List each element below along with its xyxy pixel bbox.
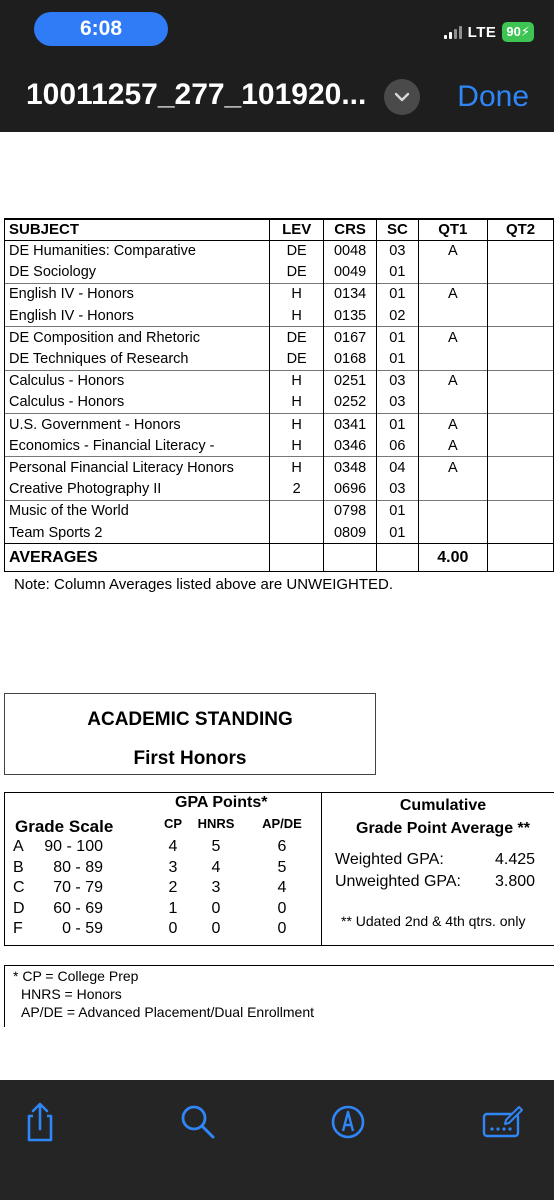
cell-crs: 0134 <box>324 283 377 305</box>
cell-qt2 <box>488 392 554 414</box>
cell-qt1 <box>418 500 488 522</box>
cell-qt2 <box>488 370 554 392</box>
cell-qt2 <box>488 414 554 436</box>
legend-box <box>4 965 554 1027</box>
cumulative-title-line1: Cumulative <box>399 797 487 814</box>
document-title[interactable]: 10011257_277_101920... <box>26 78 367 111</box>
grade-scale-title: Grade Scale <box>15 817 114 836</box>
status-indicators <box>444 20 534 44</box>
title-menu-button[interactable] <box>384 79 420 115</box>
gpa-apde: 0 <box>277 899 287 917</box>
network-type: LTE <box>467 23 497 41</box>
gpa-hnrs: 0 <box>211 899 221 917</box>
cell-crs: 0809 <box>324 522 377 544</box>
standing-value: First Honors <box>133 748 247 769</box>
grade-letter: F <box>13 920 23 937</box>
cell-qt1: A <box>418 327 488 349</box>
search-icon <box>176 1100 220 1144</box>
gpa-points-row <box>158 878 320 899</box>
gpa-hnrs: 4 <box>211 858 221 876</box>
grade-range: 70 - 79 <box>53 879 103 896</box>
gpa-hnrs: 5 <box>211 838 221 855</box>
grade-scale-row <box>13 899 103 920</box>
cut-off-text <box>14 132 254 138</box>
cell-sc: 03 <box>377 392 418 414</box>
gpa-points-row <box>158 858 320 879</box>
markup-icon <box>326 1100 370 1144</box>
cell-subject: DE Humanities: Comparative <box>5 240 270 262</box>
gpa-points-row <box>158 919 320 940</box>
cell-sc: 01 <box>377 414 418 436</box>
cell-qt2 <box>488 240 554 262</box>
done-button[interactable]: Done <box>457 80 529 113</box>
signal-icon <box>444 25 462 39</box>
cumulative-title-line2: Grade Point Average ** <box>356 820 530 837</box>
cell-crs: 0798 <box>324 500 377 522</box>
share-icon <box>18 1100 62 1144</box>
cell-qt1 <box>418 479 488 501</box>
cell-subject: U.S. Government - Honors <box>5 414 270 436</box>
cell-qt2 <box>488 479 554 501</box>
gpa-header-apde: AP/DE <box>262 816 302 831</box>
cell-sc: 01 <box>377 500 418 522</box>
legend-line-cp: * CP = College Prep <box>13 968 139 984</box>
cell-qt1 <box>418 348 488 370</box>
cell-subject: Personal Financial Literacy Honors <box>5 457 270 479</box>
grade-range: 0 - 59 <box>62 920 103 937</box>
chevron-down-icon <box>394 91 410 103</box>
weighted-gpa-value: 4.425 <box>495 851 536 868</box>
gpa-hnrs: 0 <box>211 920 221 937</box>
academic-standing-box <box>4 693 376 775</box>
cell-sc: 01 <box>377 348 418 370</box>
grade-scale-row <box>13 837 103 858</box>
cell-lev: DE <box>270 348 324 370</box>
gpa-points-row <box>158 899 320 920</box>
grades-body <box>5 240 554 544</box>
gpa-cp: 3 <box>168 858 178 876</box>
cell-sc: 03 <box>377 370 418 392</box>
cell-qt2 <box>488 262 554 284</box>
grade-row <box>5 240 554 262</box>
cell-lev: H <box>270 283 324 305</box>
grade-row <box>5 262 554 284</box>
cell-subject: English IV - Honors <box>5 283 270 305</box>
cell-qt2 <box>488 327 554 349</box>
grade-scale-row <box>13 878 103 899</box>
header-lev: LEV <box>270 219 324 240</box>
cell-lev: H <box>270 414 324 436</box>
gpa-apde: 4 <box>277 879 287 896</box>
cumulative-title <box>321 794 554 840</box>
grade-row <box>5 435 554 457</box>
gpa-apde: 5 <box>277 858 287 876</box>
cell-crs: 0341 <box>324 414 377 436</box>
grade-scale-row <box>13 858 103 879</box>
status-time: 6:08 <box>34 12 168 46</box>
cell-lev: DE <box>270 262 324 284</box>
keyboard-button[interactable] <box>480 1100 524 1144</box>
gpa-cp: 2 <box>168 879 178 896</box>
cell-sc: 01 <box>377 327 418 349</box>
grade-row <box>5 305 554 327</box>
cell-subject: Team Sports 2 <box>5 522 270 544</box>
gpa-header-cp: CP <box>163 816 183 831</box>
cell-lev: H <box>270 305 324 327</box>
legend-line-hnrs: HNRS = Honors <box>21 986 122 1002</box>
cell-subject: DE Sociology <box>5 262 270 284</box>
cell-qt1: A <box>418 370 488 392</box>
grade-range: 90 - 100 <box>44 838 103 855</box>
cell-sc: 04 <box>377 457 418 479</box>
grade-scale-row <box>13 919 103 940</box>
weighted-gpa-row <box>335 851 536 869</box>
cell-qt1: A <box>418 457 488 479</box>
cell-subject: Calculus - Honors <box>5 370 270 392</box>
gpa-apde: 0 <box>277 920 287 937</box>
cell-qt1: A <box>418 435 488 457</box>
cell-qt2 <box>488 522 554 544</box>
gpa-points-title: GPA Points* <box>175 794 268 811</box>
cell-sc: 01 <box>377 522 418 544</box>
cell-crs: 0049 <box>324 262 377 284</box>
gpa-cp: 4 <box>168 838 178 855</box>
battery-icon: 90⚡ <box>502 22 534 42</box>
cumulative-note: ** Udated 2nd & 4th qtrs. only <box>341 913 526 929</box>
keyboard-icon <box>480 1100 524 1144</box>
unweighted-gpa-label: Unweighted GPA: <box>335 873 461 890</box>
grade-row <box>5 414 554 436</box>
cell-qt2 <box>488 500 554 522</box>
cell-crs: 0696 <box>324 479 377 501</box>
cell-sc: 01 <box>377 262 418 284</box>
document-page <box>0 132 554 1080</box>
gpa-points-headers <box>158 816 320 831</box>
gpa-apde: 6 <box>277 838 287 855</box>
cell-qt1 <box>418 392 488 414</box>
cell-qt2 <box>488 305 554 327</box>
header-sc: SC <box>377 219 418 240</box>
markup-button[interactable] <box>326 1100 370 1144</box>
grades-header-row <box>5 219 554 240</box>
cell-qt1: A <box>418 240 488 262</box>
cell-crs: 0135 <box>324 305 377 327</box>
grades-table <box>4 218 554 572</box>
share-button[interactable] <box>18 1100 62 1144</box>
gpa-hnrs: 3 <box>211 879 221 896</box>
cell-lev: DE <box>270 327 324 349</box>
bottom-toolbar <box>0 1080 554 1200</box>
averages-note: Note: Column Averages listed above are UNWEIGHTED. <box>14 576 394 593</box>
gpa-cp: 0 <box>168 920 178 937</box>
gpa-points-row <box>158 837 320 858</box>
cell-subject: DE Composition and Rhetoric <box>5 327 270 349</box>
cell-crs: 0252 <box>324 392 377 414</box>
cell-lev <box>270 522 324 544</box>
cell-subject: Calculus - Honors <box>5 392 270 414</box>
grade-row <box>5 327 554 349</box>
cell-qt2 <box>488 348 554 370</box>
cell-subject: DE Techniques of Research <box>5 348 270 370</box>
cell-sc: 01 <box>377 283 418 305</box>
cell-subject: English IV - Honors <box>5 305 270 327</box>
grade-row <box>5 392 554 414</box>
grade-row <box>5 457 554 479</box>
grade-letter: A <box>13 838 24 855</box>
cell-qt2 <box>488 457 554 479</box>
cell-qt1 <box>418 522 488 544</box>
cell-subject: Music of the World <box>5 500 270 522</box>
grade-row <box>5 348 554 370</box>
header-qt2: QT2 <box>488 219 554 240</box>
cell-lev: 2 <box>270 479 324 501</box>
cell-subject: Creative Photography II <box>5 479 270 501</box>
weighted-gpa-label: Weighted GPA: <box>335 851 444 868</box>
header-subject: SUBJECT <box>5 219 270 240</box>
search-button[interactable] <box>176 1100 220 1144</box>
cell-crs: 0348 <box>324 457 377 479</box>
grade-row <box>5 522 554 544</box>
cell-crs: 0251 <box>324 370 377 392</box>
cell-crs: 0167 <box>324 327 377 349</box>
unweighted-gpa-value: 3.800 <box>495 873 536 890</box>
averages-label: AVERAGES <box>5 544 270 572</box>
header-crs: CRS <box>324 219 377 240</box>
cell-crs: 0048 <box>324 240 377 262</box>
cell-lev <box>270 500 324 522</box>
cell-lev: H <box>270 435 324 457</box>
cell-sc: 06 <box>377 435 418 457</box>
cell-qt1: A <box>418 414 488 436</box>
grade-letter: D <box>13 899 25 917</box>
cell-sc: 03 <box>377 240 418 262</box>
cell-lev: H <box>270 370 324 392</box>
cell-lev: DE <box>270 240 324 262</box>
cell-lev: H <box>270 392 324 414</box>
grade-letter: B <box>13 858 24 876</box>
grade-scale-list <box>13 837 103 940</box>
grade-range: 80 - 89 <box>53 858 103 876</box>
battery-level: 90 <box>506 24 521 39</box>
header-qt1: QT1 <box>418 219 488 240</box>
cell-sc: 03 <box>377 479 418 501</box>
gpa-header-hnrs: HNRS <box>197 816 235 831</box>
cell-crs: 0346 <box>324 435 377 457</box>
cell-qt1 <box>418 262 488 284</box>
cell-qt1: A <box>418 283 488 305</box>
standing-title: ACADEMIC STANDING <box>87 709 293 730</box>
grade-row <box>5 370 554 392</box>
gpa-cp: 1 <box>168 899 178 917</box>
grade-scale-box <box>4 792 554 946</box>
legend-line-apde: AP/DE = Advanced Placement/Dual Enrollment <box>21 1004 314 1020</box>
cell-subject: Economics - Financial Literacy - <box>5 435 270 457</box>
top-bar <box>0 0 554 132</box>
unweighted-gpa-row <box>335 873 536 891</box>
cell-sc: 02 <box>377 305 418 327</box>
cell-qt2 <box>488 283 554 305</box>
grade-row <box>5 479 554 501</box>
cell-qt2 <box>488 435 554 457</box>
gpa-points-list <box>158 837 320 940</box>
averages-qt1: 4.00 <box>418 544 488 572</box>
grade-letter: C <box>13 879 25 896</box>
cell-lev: H <box>270 457 324 479</box>
grade-row <box>5 500 554 522</box>
averages-row <box>5 544 554 572</box>
cell-qt1 <box>418 305 488 327</box>
grade-row <box>5 283 554 305</box>
cell-crs: 0168 <box>324 348 377 370</box>
grade-range: 60 - 69 <box>53 899 103 917</box>
